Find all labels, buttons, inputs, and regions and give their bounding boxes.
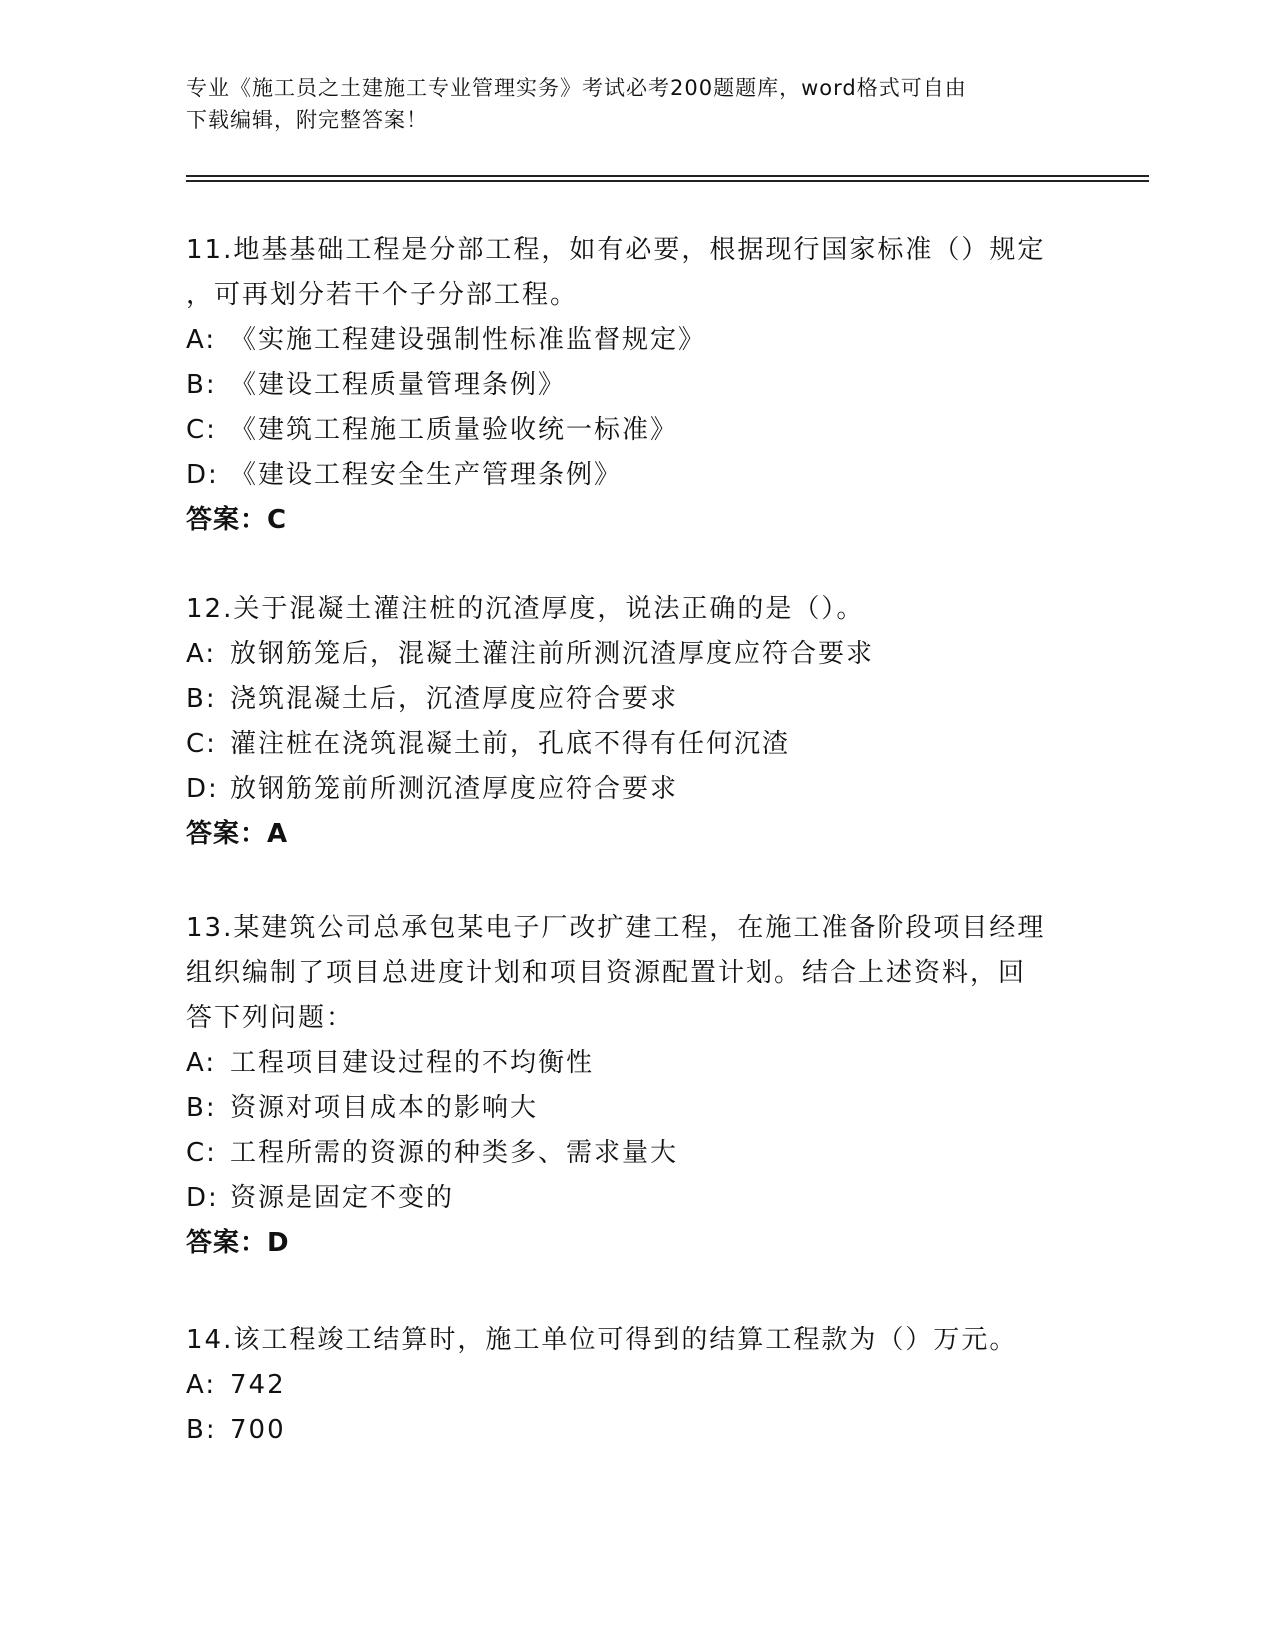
option-d: D: 《建设工程安全生产管理条例》 (186, 460, 623, 490)
question-stem-line: 13.某建筑公司总承包某电子厂改扩建工程，在施工准备阶段项目经理 (186, 913, 1046, 943)
option-c: C: 灌注桩在浇筑混凝土前，孔底不得有任何沉渣 (186, 729, 791, 759)
question-stem-line: 答下列问题： (186, 1003, 355, 1033)
option-c: C: 《建筑工程施工质量验收统一标准》 (186, 415, 679, 445)
option-d: D: 放钢筋笼前所测沉渣厚度应符合要求 (186, 774, 679, 804)
header-line-2: 下载编辑，附完整答案！ (186, 108, 428, 132)
option-c: C: 工程所需的资源的种类多、需求量大 (186, 1138, 679, 1168)
option-d: D: 资源是固定不变的 (186, 1183, 455, 1213)
option-b: B: 资源对项目成本的影响大 (186, 1093, 539, 1123)
option-a: A: 742 (186, 1370, 286, 1400)
answer-line: 答案：D (186, 1228, 290, 1258)
header-divider-bottom (186, 180, 1149, 182)
question-11 (186, 228, 1086, 543)
option-a: A: 《实施工程建设强制性标准监督规定》 (186, 325, 707, 355)
option-a: A: 工程项目建设过程的不均衡性 (186, 1048, 595, 1078)
question-12 (186, 587, 1086, 857)
answer-line: 答案：A (186, 819, 289, 849)
document-header (186, 72, 1066, 136)
option-b: B: 浇筑混凝土后，沉渣厚度应符合要求 (186, 684, 679, 714)
option-b: B: 《建设工程质量管理条例》 (186, 370, 567, 400)
question-stem-line: 14.该工程竣工结算时，施工单位可得到的结算工程款为（）万元。 (186, 1325, 1018, 1355)
option-a: A: 放钢筋笼后，混凝土灌注前所测沉渣厚度应符合要求 (186, 639, 875, 669)
question-14 (186, 1318, 1086, 1453)
question-13 (186, 906, 1086, 1266)
option-b: B: 700 (186, 1415, 286, 1445)
question-stem-line: 12.关于混凝土灌注桩的沉渣厚度，说法正确的是（）。 (186, 594, 865, 624)
question-stem-line: ，可再划分若干个子分部工程。 (186, 280, 579, 310)
header-line-1: 专业《施工员之土建施工专业管理实务》考试必考200题题库，word格式可自由 (186, 76, 967, 100)
answer-line: 答案：C (186, 505, 288, 535)
question-stem-line: 组织编制了项目总进度计划和项目资源配置计划。结合上述资料，回 (186, 958, 1027, 988)
question-stem-line: 11.地基基础工程是分部工程，如有必要，根据现行国家标准（）规定 (186, 235, 1046, 265)
header-divider-top (186, 175, 1149, 177)
